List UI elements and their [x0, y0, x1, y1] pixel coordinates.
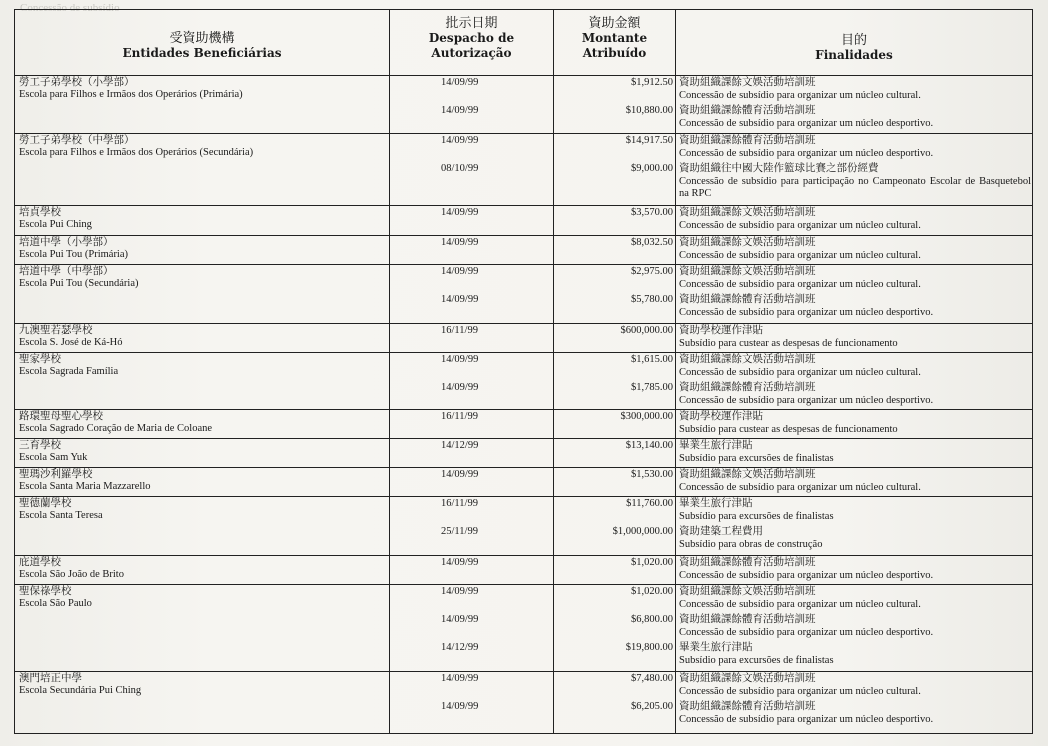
entity-cell [19, 440, 385, 464]
entity-name-pt: Escola Sagrada Família [19, 366, 119, 377]
purpose-zh: 資助建築工程費用 [679, 526, 763, 537]
authorization-date: 14/09/99 [441, 207, 479, 218]
authorization-date: 25/11/99 [441, 526, 478, 537]
table-row [15, 497, 1032, 556]
amount-value: $1,020.00 [631, 586, 673, 597]
purpose-zh: 畢業生旅行津貼 [679, 642, 753, 653]
entity-name-zh: 澳門培正中學 [19, 673, 82, 684]
purpose-zh: 畢業生旅行津貼 [679, 440, 753, 451]
authorization-date: 08/10/99 [441, 163, 479, 174]
amount-value: $6,800.00 [631, 614, 673, 625]
authorization-date: 14/09/99 [441, 77, 479, 88]
purpose-zh: 資助組織課餘文娛活動培訓班 [679, 673, 816, 684]
amount-value: $1,000,000.00 [612, 526, 673, 537]
amount-value: $10,880.00 [625, 105, 673, 116]
authorization-date: 14/09/99 [441, 105, 479, 116]
entity-name-zh: 聖瑪沙利羅學校 [19, 469, 93, 480]
purpose-zh: 資助組織課餘文娛活動培訓班 [679, 237, 816, 248]
amount-value: $300,000.00 [620, 411, 673, 422]
purpose-pt: Subsídio para custear as despesas de funcionamento [679, 424, 898, 435]
table-row [15, 324, 1032, 353]
entity-cell [19, 354, 385, 378]
purpose-pt: Concessão de subsídio para organizar um núcleo cultural. [679, 279, 921, 290]
authorization-date: 14/09/99 [441, 469, 479, 480]
table-row [15, 672, 1032, 733]
purpose-zh: 資助組織課餘文娛活動培訓班 [679, 266, 816, 277]
header-amount-pt1: Montante [581, 31, 648, 45]
purpose-pt: Concessão de subsídio para organizar um núcleo desportivo. [679, 118, 934, 129]
header-date-pt2: Autorização [431, 46, 512, 60]
purpose-pt: Concessão de subsídio para organizar um núcleo desportivo. [679, 395, 934, 406]
table-row [15, 556, 1032, 585]
header-amount-pt2: Atribuído [582, 46, 647, 60]
amount-value: $19,800.00 [625, 642, 673, 653]
table-row [15, 236, 1032, 265]
table-row [15, 353, 1032, 410]
amount-value: $5,780.00 [631, 294, 673, 305]
purpose-zh: 資助組織課餘文娛活動培訓班 [679, 469, 816, 480]
amount-value: $6,205.00 [631, 701, 673, 712]
entity-cell [19, 325, 385, 349]
entity-cell [19, 135, 385, 159]
entity-cell [19, 557, 385, 581]
purpose-pt: Concessão de subsídio para organizar um núcleo cultural. [679, 367, 921, 378]
purpose-pt: Concessão de subsídio para organizar um núcleo desportivo. [679, 570, 934, 581]
purpose-pt: Subsídio para excursões de finalistas [679, 655, 834, 666]
header-amount [554, 10, 675, 76]
entity-name-zh: 培道中學（小學部） [19, 237, 114, 248]
purpose-zh: 資助組織課餘體育活動培訓班 [679, 135, 816, 146]
authorization-date: 14/09/99 [441, 557, 479, 568]
entity-name-zh: 勞工子弟學校（小學部） [19, 77, 135, 88]
table-row [15, 134, 1032, 206]
purpose-pt: Concessão de subsídio para organizar um núcleo cultural. [679, 686, 921, 697]
purpose-pt: Concessão de subsídio para organizar um núcleo desportivo. [679, 148, 934, 159]
grant-table [14, 9, 1033, 734]
amount-value: $1,530.00 [631, 469, 673, 480]
entity-cell [19, 469, 385, 493]
entity-name-pt: Escola Santa Maria Mazzarello [19, 481, 151, 492]
header-purpose-zh: 目的 [840, 32, 867, 47]
purpose-pt: Concessão de subsídio para organizar um núcleo desportivo. [679, 627, 934, 638]
header-purpose-pt: Finalidades [815, 48, 893, 62]
entity-name-pt: Escola São Paulo [19, 598, 92, 609]
amount-value: $3,570.00 [631, 207, 673, 218]
purpose-zh: 資助組織課餘體育活動培訓班 [679, 294, 816, 305]
purpose-pt: Subsídio para excursões de finalistas [679, 511, 834, 522]
entity-name-zh: 九澳聖若瑟學校 [19, 325, 93, 336]
amount-value: $1,020.00 [631, 557, 673, 568]
purpose-zh: 資助組織往中國大陸作籃球比賽之部份經費 [679, 163, 879, 174]
table-row [15, 410, 1032, 439]
purpose-pt: Subsídio para excursões de finalistas [679, 453, 834, 464]
amount-value: $8,032.50 [631, 237, 673, 248]
purpose-pt: Concessão de subsídio para organizar um núcleo desportivo. [679, 714, 934, 725]
purpose-pt: Concessão de subsídio para organizar um núcleo cultural. [679, 599, 921, 610]
purpose-zh: 資助學校運作津貼 [679, 325, 763, 336]
entity-name-zh: 培貞學校 [19, 207, 61, 218]
authorization-date: 14/12/99 [441, 642, 479, 653]
amount-value: $7,480.00 [631, 673, 673, 684]
table-row [15, 585, 1032, 672]
header-amount-zh: 資助金額 [588, 15, 641, 30]
purpose-zh: 資助學校運作津貼 [679, 411, 763, 422]
authorization-date: 16/11/99 [441, 411, 478, 422]
entity-cell [19, 237, 385, 261]
purpose-zh: 資助組織課餘體育活動培訓班 [679, 105, 816, 116]
entity-name-zh: 培道中學（中學部） [19, 266, 114, 277]
table-row [15, 468, 1032, 497]
entity-cell [19, 586, 385, 610]
purpose-zh: 資助組織課餘體育活動培訓班 [679, 614, 816, 625]
entity-cell [19, 207, 385, 231]
amount-value: $1,785.00 [631, 382, 673, 393]
authorization-date: 14/09/99 [441, 673, 479, 684]
purpose-zh: 資助組織課餘體育活動培訓班 [679, 701, 816, 712]
entity-cell [19, 673, 385, 697]
entity-name-pt: Escola S. José de Ká-Hó [19, 337, 123, 348]
authorization-date: 14/09/99 [441, 266, 479, 277]
purpose-pt: Concessão de subsídio para organizar um núcleo cultural. [679, 482, 921, 493]
authorization-date: 14/09/99 [441, 586, 479, 597]
amount-value: $2,975.00 [631, 266, 673, 277]
header-entities-pt: Entidades Beneficiárias [122, 46, 282, 60]
purpose-zh: 資助組織課餘體育活動培訓班 [679, 382, 816, 393]
entity-name-pt: Escola São João de Brito [19, 569, 124, 580]
authorization-date: 14/12/99 [441, 440, 479, 451]
header-date-pt1: Despacho de [428, 31, 515, 45]
authorization-date: 14/09/99 [441, 354, 479, 365]
entity-name-zh: 庇道學校 [19, 557, 61, 568]
entity-name-pt: Escola Pui Ching [19, 219, 92, 230]
entity-cell [19, 498, 385, 522]
header-entities [15, 10, 389, 76]
entity-name-pt: Escola Sam Yuk [19, 452, 88, 463]
purpose-pt: Concessão de subsídio para organizar um núcleo cultural. [679, 220, 921, 231]
header-date [390, 10, 553, 76]
purpose-pt: Concessão de subsídio para organizar um núcleo cultural. [679, 90, 921, 101]
purpose-zh: 資助組織課餘文娛活動培訓班 [679, 586, 816, 597]
entity-name-zh: 勞工子弟學校（中學部） [19, 135, 135, 146]
table-row [15, 265, 1032, 324]
entity-name-zh: 聖家學校 [19, 354, 61, 365]
entity-cell [19, 411, 385, 435]
header-entities-zh: 受資助機構 [169, 30, 235, 45]
authorization-date: 16/11/99 [441, 325, 478, 336]
entity-cell [19, 266, 385, 290]
authorization-date: 16/11/99 [441, 498, 478, 509]
entity-name-pt: Escola para Filhos e Irmãos dos Operários (Primária) [19, 89, 243, 100]
entity-name-zh: 三育學校 [19, 440, 61, 451]
authorization-date: 14/09/99 [441, 135, 479, 146]
table-row [15, 76, 1032, 134]
purpose-zh: 資助組織課餘體育活動培訓班 [679, 557, 816, 568]
purpose-zh: 資助組織課餘文娛活動培訓班 [679, 77, 816, 88]
entity-name-zh: 聖德蘭學校 [19, 498, 72, 509]
entity-name-zh: 路環聖母聖心學校 [19, 411, 103, 422]
purpose-zh: 畢業生旅行津貼 [679, 498, 753, 509]
entity-name-pt: Escola Pui Tou (Secundária) [19, 278, 139, 289]
amount-value: $1,615.00 [631, 354, 673, 365]
purpose-pt: Concessão de subsídio para organizar um núcleo desportivo. [679, 307, 934, 318]
entity-name-pt: Escola Pui Tou (Primária) [19, 249, 129, 260]
table-row [15, 439, 1032, 468]
amount-value: $1,912.50 [631, 77, 673, 88]
amount-value: $11,760.00 [626, 498, 673, 509]
authorization-date: 14/09/99 [441, 614, 479, 625]
authorization-date: 14/09/99 [441, 701, 479, 712]
purpose-pt: Subsídio para custear as despesas de funcionamento [679, 338, 898, 349]
purpose-pt: Concessão de subsídio para organizar um núcleo cultural. [679, 250, 921, 261]
purpose-zh: 資助組織課餘文娛活動培訓班 [679, 207, 816, 218]
amount-value: $600,000.00 [620, 325, 673, 336]
purpose-zh: 資助組織課餘文娛活動培訓班 [679, 354, 816, 365]
authorization-date: 14/09/99 [441, 237, 479, 248]
entity-cell [19, 77, 385, 101]
header-date-zh: 批示日期 [445, 15, 498, 30]
entity-name-pt: Escola para Filhos e Irmãos dos Operários (Secundária) [19, 147, 254, 158]
entity-name-zh: 聖保祿學校 [19, 586, 72, 597]
authorization-date: 14/09/99 [441, 294, 479, 305]
amount-value: $13,140.00 [625, 440, 673, 451]
header-purpose [676, 10, 1032, 76]
amount-value: $14,917.50 [625, 135, 673, 146]
bleed-through-text: Concessão de subsídio [20, 2, 120, 14]
amount-value: $9,000.00 [631, 163, 673, 174]
purpose-pt: Subsídio para obras de construção [679, 539, 823, 550]
entity-name-pt: Escola Santa Teresa [19, 510, 103, 521]
purpose-pt: Concessão de subsídio para participação no Campeonato Escolar de Basquetebol na RPC [679, 176, 1031, 199]
entity-name-pt: Escola Secundária Pui Ching [19, 685, 142, 696]
entity-name-pt: Escola Sagrado Coração de Maria de Coloane [19, 423, 213, 434]
authorization-date: 14/09/99 [441, 382, 479, 393]
table-row [15, 206, 1032, 236]
